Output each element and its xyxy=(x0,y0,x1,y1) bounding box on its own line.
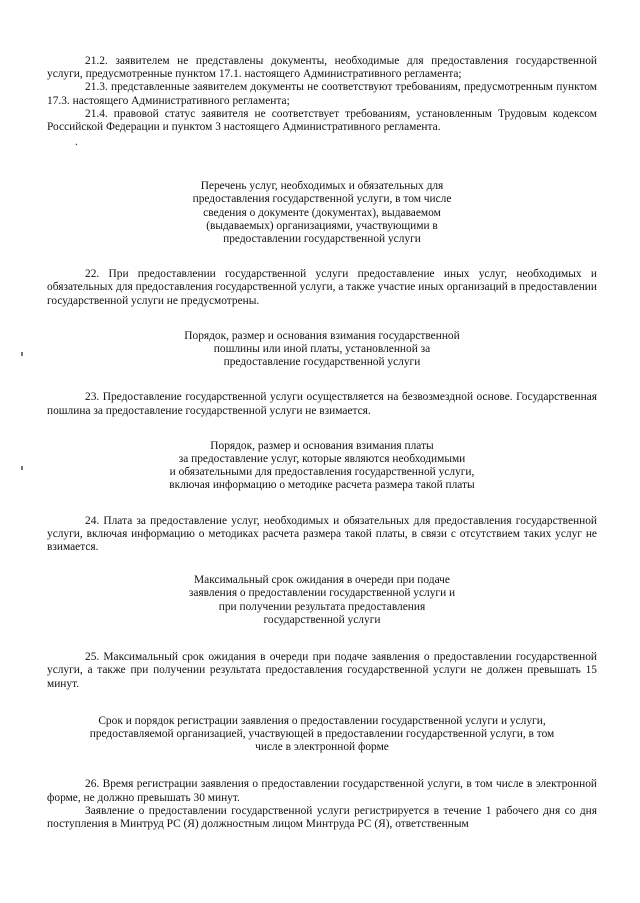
heading-line: при получении результата предоставления xyxy=(218,600,426,613)
heading-line: Перечень услуг, необходимых и обязательных для xyxy=(200,180,444,193)
scan-mark xyxy=(21,466,23,470)
heading-line: предоставляемой организацией, участвующей в предоставлении государственной услуги, в том xyxy=(89,727,555,740)
heading-queue xyxy=(47,574,597,627)
document-page xyxy=(47,55,597,831)
heading-line: Порядок, размер и основания взимания платы xyxy=(210,439,434,452)
paragraph-26-continued: Заявление о предоставлении государственной услуги регистрируется в течение 1 рабочего дня со дня поступления в Минтруд РС (Я) должностным лицом Минтруда РС (Я), ответственным xyxy=(47,804,597,830)
paragraph-21-3: 21.3. представленные заявителем документы не соответствуют требованиям, предусмотренным пунктом 17.3. настоящего Административного регламента; xyxy=(47,81,597,107)
scan-mark xyxy=(21,352,23,356)
paragraph-26: 26. Время регистрации заявления о предоставлении государственной услуги, в том числе в электронной форме, не должно превышать 30 минут. xyxy=(47,778,597,804)
heading-line: включая информацию о методике расчета размера такой платы xyxy=(169,479,475,492)
heading-services xyxy=(47,180,597,246)
heading-line: Срок и порядок регистрации заявления о предоставлении государственной услуги и услуги, xyxy=(98,714,546,727)
heading-line: заявления о предоставлении государственной услуги и xyxy=(188,587,456,600)
heading-fee xyxy=(47,440,597,493)
paragraph-25: 25. Максимальный срок ожидания в очереди при подаче заявления о предоставлении государственной услуги, а также при получении результата предоставления государственной услуги не должен превышать 15 минут. xyxy=(47,651,597,690)
heading-duty xyxy=(47,330,597,370)
heading-line: предоставления государственной услуги, в том числе xyxy=(192,193,452,206)
heading-line: Максимальный срок ожидания в очереди при подаче xyxy=(194,574,450,587)
heading-registration xyxy=(47,715,597,755)
heading-line: предоставление государственной услуги xyxy=(223,356,421,369)
paragraph-21-2: 21.2. заявителем не представлены документы, необходимые для предоставления государственной услуги, предусмотренные пунктом 17.1. настоящего Административного регламента; xyxy=(47,55,597,81)
heading-line: государственной услуги xyxy=(263,613,381,626)
heading-line: (выдаваемых) организациями, участвующими в xyxy=(206,219,438,232)
paragraph-24: 24. Плата за предоставление услуг, необходимых и обязательных для предоставления государственной услуги, включая информацию о методиках расчета размера такой платы, в связи с отсутствием таких услуг не взимается. xyxy=(47,514,597,554)
heading-line: предоставлении государственной услуги xyxy=(223,233,421,246)
paragraph-21-4: 21.4. правовой статус заявителя не соответствует требованиям, установленным Трудовым кодексом Российской Федерации и пунктом 3 настоящего Административного регламента. xyxy=(47,107,597,134)
heading-line: Порядок, размер и основания взимания государственной xyxy=(184,329,460,342)
stray-dot: . xyxy=(75,136,78,149)
paragraph-23: 23. Предоставление государственной услуги осуществляется на безвозмездной основе. Государственная пошлина за предоставление государственной услуги не взимается. xyxy=(47,391,597,417)
heading-line: пошлины или иной платы, установленной за xyxy=(213,343,431,356)
heading-line: числе в электронной форме xyxy=(255,741,389,754)
heading-line: сведения о документе (документах), выдаваемом xyxy=(203,206,441,219)
heading-line: и обязательными для предоставления государственной услуги, xyxy=(169,466,475,479)
heading-line: за предоставление услуг, которые являются необходимыми xyxy=(178,453,466,466)
paragraph-22: 22. При предоставлении государственной услуги предоставление иных услуг, необходимых и обязательных для предоставления государственной услуги, а также участие иных организаций в предоставлении государственной услуги не предусмотрены. xyxy=(47,268,597,307)
